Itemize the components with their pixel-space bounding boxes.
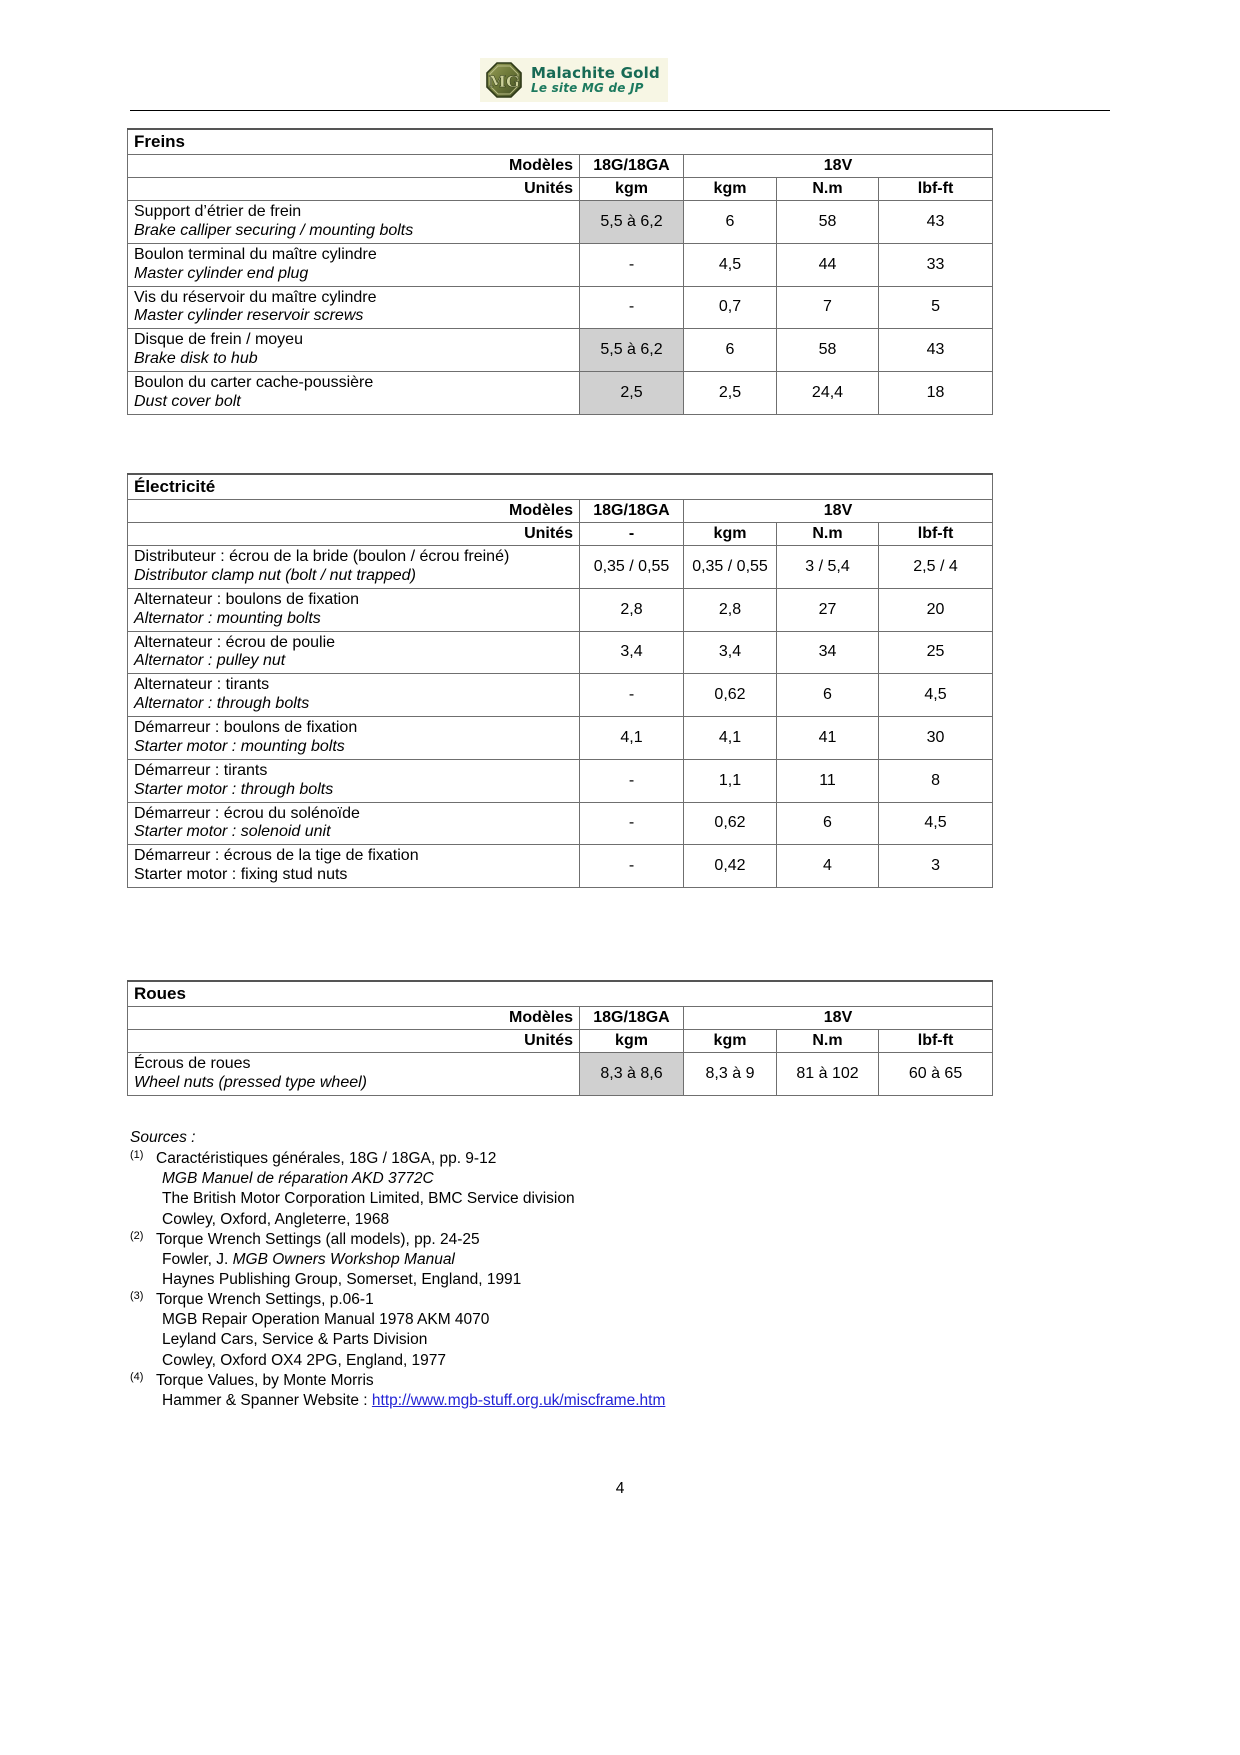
source-line: Haynes Publishing Group, Somerset, England, 1991 bbox=[162, 1270, 522, 1288]
row-label-fr: Support d’étrier de frein bbox=[134, 203, 302, 220]
row-description bbox=[128, 759, 580, 802]
source-website-label: Hammer & Spanner Website : bbox=[162, 1391, 372, 1409]
table-section-title-row bbox=[128, 981, 993, 1007]
row-value-1: 0,62 bbox=[684, 674, 777, 717]
row-description bbox=[128, 588, 580, 631]
source-line: Cowley, Oxford OX4 2PG, England, 1977 bbox=[162, 1351, 447, 1369]
table-row bbox=[128, 588, 993, 631]
row-label-en: Master cylinder end plug bbox=[134, 264, 309, 282]
row-label-fr: Alternateur : boulons de fixation bbox=[134, 590, 360, 608]
row-value-0: 5,5 à 6,2 bbox=[580, 329, 684, 372]
row-value-2: 4 bbox=[777, 845, 879, 888]
header-unit-3: lbf-ft bbox=[879, 178, 993, 201]
source-line: Torque Wrench Settings, p.06-1 bbox=[156, 1291, 374, 1309]
source-line: Caractéristiques générales, 18G / 18GA, pp. 9-12 bbox=[156, 1150, 497, 1168]
row-value-2: 11 bbox=[777, 759, 879, 802]
row-description bbox=[128, 845, 580, 888]
row-value-2: 6 bbox=[777, 802, 879, 845]
row-label-fr: Vis du réservoir du maître cylindre bbox=[134, 288, 377, 306]
row-label-en: Dust cover bolt bbox=[134, 392, 241, 410]
source-line: Cowley, Oxford, Angleterre, 1968 bbox=[162, 1210, 390, 1228]
source-line: The British Motor Corporation Limited, BMC Service division bbox=[162, 1190, 575, 1208]
table-header-units-row bbox=[128, 1030, 993, 1053]
row-description bbox=[128, 674, 580, 717]
table-row bbox=[128, 802, 993, 845]
row-value-1: 0,42 bbox=[684, 845, 777, 888]
page-header bbox=[0, 0, 1240, 118]
header-unit-3: lbf-ft bbox=[879, 523, 993, 546]
table-block-roues bbox=[127, 980, 992, 1096]
source-entry bbox=[130, 1230, 1030, 1250]
row-value-3: 60 à 65 bbox=[879, 1053, 993, 1096]
row-value-2: 34 bbox=[777, 631, 879, 674]
row-label-en: Starter motor : fixing stud nuts bbox=[134, 866, 348, 884]
row-label-en: Starter motor : solenoid unit bbox=[134, 823, 331, 841]
row-value-3: 4,5 bbox=[879, 802, 993, 845]
row-value-1: 0,62 bbox=[684, 802, 777, 845]
row-value-3: 25 bbox=[879, 631, 993, 674]
row-value-1: 2,5 bbox=[684, 372, 777, 415]
row-value-1: 4,1 bbox=[684, 717, 777, 760]
table-row bbox=[128, 546, 993, 589]
row-label-fr: Démarreur : tirants bbox=[134, 761, 268, 779]
header-model-18v: 18V bbox=[684, 1007, 993, 1030]
brand-text bbox=[531, 63, 660, 95]
header-label-units: Unités bbox=[128, 178, 580, 201]
row-description bbox=[128, 329, 580, 372]
row-value-1: 1,1 bbox=[684, 759, 777, 802]
row-description bbox=[128, 243, 580, 286]
header-model-18g: 18G/18GA bbox=[580, 500, 684, 523]
source-line: Torque Wrench Settings (all models), pp. 24-25 bbox=[156, 1230, 480, 1248]
source-line: MGB Manuel de réparation AKD 3772C bbox=[162, 1170, 434, 1188]
row-value-3: 20 bbox=[879, 588, 993, 631]
row-value-2: 58 bbox=[777, 329, 879, 372]
row-value-1: 3,4 bbox=[684, 631, 777, 674]
source-link[interactable]: http://www.mgb-stuff.org.uk/miscframe.htm bbox=[371, 1391, 666, 1409]
row-value-3: 43 bbox=[879, 201, 993, 244]
table-row bbox=[128, 631, 993, 674]
page-number: 4 bbox=[615, 1480, 625, 1497]
header-label-models: Modèles bbox=[128, 500, 580, 523]
header-model-18g: 18G/18GA bbox=[580, 155, 684, 178]
source-entry bbox=[130, 1149, 1030, 1169]
row-label-en: Alternator : mounting bolts bbox=[134, 609, 321, 627]
row-label-fr: Démarreur : écrous de la tige de fixation bbox=[134, 847, 419, 865]
row-value-2: 41 bbox=[777, 717, 879, 760]
table-row bbox=[128, 372, 993, 415]
row-value-0: - bbox=[580, 674, 684, 717]
table-header-models-row bbox=[128, 1007, 993, 1030]
table-header-models-row bbox=[128, 155, 993, 178]
header-unit-2: N.m bbox=[777, 178, 879, 201]
row-label-fr: Écrous de roues bbox=[134, 1055, 251, 1072]
row-value-0: - bbox=[580, 845, 684, 888]
site-logo bbox=[480, 58, 668, 102]
table-row bbox=[128, 845, 993, 888]
row-value-2: 58 bbox=[777, 201, 879, 244]
header-unit-2: N.m bbox=[777, 1030, 879, 1053]
row-value-1: 0,35 / 0,55 bbox=[684, 546, 777, 589]
source-marker: (1) bbox=[130, 1149, 144, 1162]
section-title: Freins bbox=[128, 129, 993, 155]
table-row bbox=[128, 1053, 993, 1096]
row-value-0: - bbox=[580, 802, 684, 845]
header-label-units: Unités bbox=[128, 523, 580, 546]
row-label-en: Alternator : pulley nut bbox=[134, 652, 286, 670]
source-line bbox=[130, 1250, 1030, 1270]
spec-table-freins bbox=[127, 128, 993, 415]
table-row bbox=[128, 759, 993, 802]
header-unit-1: kgm bbox=[684, 1030, 777, 1053]
row-description bbox=[128, 201, 580, 244]
row-description bbox=[128, 717, 580, 760]
table-header-models-row bbox=[128, 500, 993, 523]
row-value-0: - bbox=[580, 243, 684, 286]
row-label-fr: Démarreur : boulons de fixation bbox=[134, 719, 358, 736]
row-value-3: 30 bbox=[879, 717, 993, 760]
svg-text:MG: MG bbox=[488, 72, 520, 91]
source-line bbox=[130, 1391, 1030, 1411]
source-marker: (3) bbox=[130, 1290, 144, 1303]
section-title: Roues bbox=[128, 981, 993, 1007]
row-description bbox=[128, 286, 580, 329]
source-marker: (4) bbox=[130, 1370, 144, 1383]
table-row bbox=[128, 201, 993, 244]
row-label-en: Brake disk to hub bbox=[134, 350, 258, 368]
row-value-1: 4,5 bbox=[684, 243, 777, 286]
row-description bbox=[128, 1053, 580, 1096]
table-row bbox=[128, 329, 993, 372]
row-value-1: 6 bbox=[684, 201, 777, 244]
source-author: Fowler, J. bbox=[162, 1250, 233, 1268]
header-unit-0: kgm bbox=[580, 178, 684, 201]
section-title: Électricité bbox=[128, 474, 993, 500]
row-value-2: 6 bbox=[777, 674, 879, 717]
header-model-18v: 18V bbox=[684, 500, 993, 523]
row-value-0: 2,8 bbox=[580, 588, 684, 631]
mg-octagon-logo-icon bbox=[485, 61, 523, 99]
table-section-title-row bbox=[128, 129, 993, 155]
header-divider bbox=[130, 110, 1110, 111]
row-label-fr: Distributeur : écrou de la bride (boulon / écrou freiné) bbox=[134, 548, 510, 565]
header-model-18v: 18V bbox=[684, 155, 993, 178]
row-label-en: Brake calliper securing / mounting bolts bbox=[134, 221, 414, 239]
header-model-18g: 18G/18GA bbox=[580, 1007, 684, 1030]
row-value-1: 6 bbox=[684, 329, 777, 372]
row-value-1: 8,3 à 9 bbox=[684, 1053, 777, 1096]
source-line: Torque Values, by Monte Morris bbox=[156, 1371, 374, 1389]
row-value-2: 7 bbox=[777, 286, 879, 329]
header-label-units: Unités bbox=[128, 1030, 580, 1053]
row-value-2: 24,4 bbox=[777, 372, 879, 415]
row-label-en: Alternator : through bolts bbox=[134, 695, 310, 713]
row-value-2: 44 bbox=[777, 243, 879, 286]
row-label-en: Starter motor : through bolts bbox=[134, 780, 334, 798]
header-label-models: Modèles bbox=[128, 1007, 580, 1030]
row-label-fr: Alternateur : tirants bbox=[134, 676, 270, 694]
table-section-title-row bbox=[128, 474, 993, 500]
table-header-units-row bbox=[128, 523, 993, 546]
row-value-0: 5,5 à 6,2 bbox=[580, 201, 684, 244]
source-entry bbox=[130, 1371, 1030, 1391]
header-unit-2: N.m bbox=[777, 523, 879, 546]
spec-table-electricite bbox=[127, 473, 993, 888]
row-value-0: 2,5 bbox=[580, 372, 684, 415]
row-description bbox=[128, 802, 580, 845]
row-label-en: Starter motor : mounting bolts bbox=[134, 737, 345, 755]
table-row bbox=[128, 674, 993, 717]
row-value-3: 8 bbox=[879, 759, 993, 802]
brand-subtitle: Le site MG de JP bbox=[531, 80, 644, 95]
header-label-models: Modèles bbox=[128, 155, 580, 178]
header-unit-3: lbf-ft bbox=[879, 1030, 993, 1053]
row-label-fr: Alternateur : écrou de poulie bbox=[134, 633, 336, 651]
row-description bbox=[128, 372, 580, 415]
row-value-0: - bbox=[580, 759, 684, 802]
row-description bbox=[128, 631, 580, 674]
row-value-0: - bbox=[580, 286, 684, 329]
sources-section bbox=[130, 1128, 1030, 1411]
table-row bbox=[128, 286, 993, 329]
row-label-en: Wheel nuts (pressed type wheel) bbox=[134, 1073, 367, 1091]
row-value-3: 5 bbox=[879, 286, 993, 329]
header-unit-0: kgm bbox=[580, 1030, 684, 1053]
table-row bbox=[128, 243, 993, 286]
row-value-3: 43 bbox=[879, 329, 993, 372]
row-label-en: Distributor clamp nut (bolt / nut trapped) bbox=[134, 566, 416, 584]
row-value-3: 3 bbox=[879, 845, 993, 888]
row-value-3: 18 bbox=[879, 372, 993, 415]
brand-title: Malachite Gold bbox=[531, 63, 660, 82]
table-block-electricite bbox=[127, 473, 992, 888]
row-value-0: 4,1 bbox=[580, 717, 684, 760]
sources-heading: Sources : bbox=[130, 1129, 196, 1146]
row-value-0: 8,3 à 8,6 bbox=[580, 1053, 684, 1096]
table-header-units-row bbox=[128, 178, 993, 201]
source-line: Leyland Cars, Service & Parts Division bbox=[162, 1331, 428, 1349]
row-value-3: 2,5 / 4 bbox=[879, 546, 993, 589]
row-label-fr: Boulon terminal du maître cylindre bbox=[134, 245, 377, 263]
row-label-fr: Boulon du carter cache-poussière bbox=[134, 374, 374, 391]
table-block-freins bbox=[127, 128, 992, 415]
header-unit-0: - bbox=[580, 523, 684, 546]
row-value-2: 3 / 5,4 bbox=[777, 546, 879, 589]
row-value-3: 4,5 bbox=[879, 674, 993, 717]
row-value-0: 3,4 bbox=[580, 631, 684, 674]
row-value-3: 33 bbox=[879, 243, 993, 286]
row-label-fr: Démarreur : écrou du solénoïde bbox=[134, 804, 360, 822]
row-label-fr: Disque de frein / moyeu bbox=[134, 331, 303, 349]
row-value-1: 2,8 bbox=[684, 588, 777, 631]
row-value-2: 27 bbox=[777, 588, 879, 631]
row-value-2: 81 à 102 bbox=[777, 1053, 879, 1096]
source-entry bbox=[130, 1290, 1030, 1310]
table-row bbox=[128, 717, 993, 760]
row-label-en: Master cylinder reservoir screws bbox=[134, 307, 364, 325]
row-description bbox=[128, 546, 580, 589]
header-unit-1: kgm bbox=[684, 178, 777, 201]
source-line: MGB Repair Operation Manual 1978 AKM 4070 bbox=[162, 1311, 490, 1329]
source-marker: (2) bbox=[130, 1229, 144, 1242]
spec-table-roues bbox=[127, 980, 993, 1096]
source-title: MGB Owners Workshop Manual bbox=[232, 1250, 455, 1268]
row-value-0: 0,35 / 0,55 bbox=[580, 546, 684, 589]
row-value-1: 0,7 bbox=[684, 286, 777, 329]
header-unit-1: kgm bbox=[684, 523, 777, 546]
